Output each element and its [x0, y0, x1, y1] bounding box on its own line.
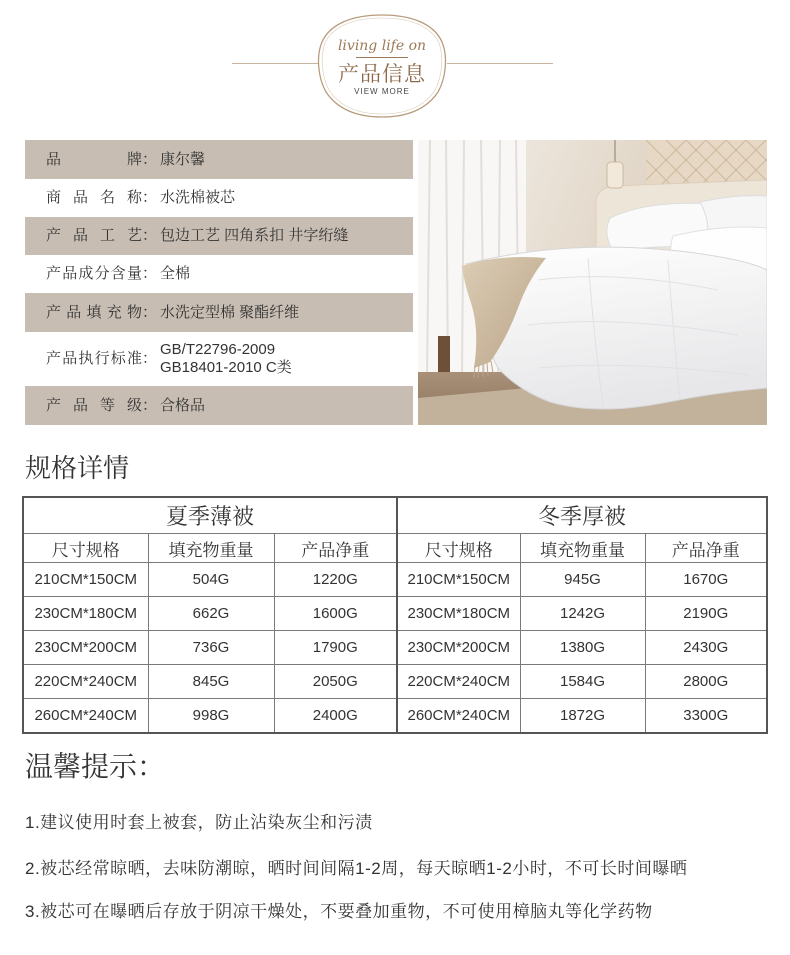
group-title-summer: 夏季薄被 [23, 497, 397, 534]
info-colon: ： [142, 227, 158, 244]
cell-size: 260CM*240CM [397, 699, 520, 734]
info-label: 产品等级 [46, 396, 142, 414]
standard-line: GB18401-2010 C类 [160, 359, 292, 376]
info-value: 水洗棉被芯 [160, 189, 236, 206]
cell-net-weight: 3300G [645, 699, 767, 734]
cell-fill-weight: 945G [520, 563, 645, 597]
info-value: 康尔馨 [160, 150, 206, 168]
table-row [23, 631, 767, 665]
badge-underline [356, 57, 408, 58]
info-label: 产品执行标准 [46, 350, 142, 367]
info-colon: ： [142, 303, 158, 321]
cell-size: 210CM*150CM [23, 563, 148, 597]
product-photo [418, 140, 767, 425]
cell-net-weight: 2050G [274, 665, 397, 699]
col-header-net-weight: 产品净重 [274, 534, 397, 563]
info-row-standard [25, 332, 413, 386]
spec-table [22, 496, 768, 734]
cell-size: 230CM*180CM [23, 597, 148, 631]
cell-fill-weight: 504G [148, 563, 274, 597]
tip-item: 3.被芯可在曝晒后存放于阴凉干燥处，不要叠加重物，不可使用樟脑丸等化学药物 [25, 902, 653, 921]
info-row-filling [25, 293, 413, 332]
cell-fill-weight: 662G [148, 597, 274, 631]
info-colon: ： [142, 189, 158, 206]
cell-net-weight: 2800G [645, 665, 767, 699]
cell-fill-weight: 1872G [520, 699, 645, 734]
tip-item: 2.被芯经常晾晒，去味防潮晾，晒时间间隔1-2周，每天晾晒1-2小时，不可长时间曝晒 [25, 859, 688, 878]
table-row [23, 665, 767, 699]
info-value: 合格品 [160, 396, 206, 414]
header-badge [316, 12, 448, 120]
info-value: 全棉 [160, 265, 191, 282]
info-row-composition [25, 255, 413, 293]
cell-size: 220CM*240CM [397, 665, 520, 699]
cell-size: 230CM*200CM [23, 631, 148, 665]
cell-net-weight: 2400G [274, 699, 397, 734]
table-row [23, 563, 767, 597]
table-group-row [23, 497, 767, 534]
cell-net-weight: 1790G [274, 631, 397, 665]
cell-fill-weight: 1242G [520, 597, 645, 631]
cell-size: 230CM*200CM [397, 631, 520, 665]
cell-net-weight: 2430G [645, 631, 767, 665]
cell-size: 220CM*240CM [23, 665, 148, 699]
info-label: 商品名称 [46, 189, 142, 206]
info-colon: ： [142, 150, 158, 168]
info-label: 品牌 [46, 150, 142, 168]
cell-fill-weight: 998G [148, 699, 274, 734]
info-row-grade [25, 386, 413, 425]
info-colon: ： [142, 265, 158, 282]
cell-fill-weight: 736G [148, 631, 274, 665]
cell-net-weight: 1600G [274, 597, 397, 631]
info-colon: ： [142, 396, 158, 414]
info-value: 包边工艺 四角系扣 井字绗缝 [160, 227, 349, 244]
cell-fill-weight: 1380G [520, 631, 645, 665]
table-header-row [23, 534, 767, 563]
page-title: 产品信息 [338, 63, 426, 86]
cell-size: 210CM*150CM [397, 563, 520, 597]
header-divider-right [447, 63, 553, 64]
info-row-craft [25, 217, 413, 255]
cell-size: 230CM*180CM [397, 597, 520, 631]
standard-line: GB/T22796-2009 [160, 341, 276, 358]
col-header-fill-weight: 填充物重量 [148, 534, 274, 563]
badge-subtitle: VIEW MORE [354, 87, 410, 96]
col-header-size: 尺寸规格 [23, 534, 148, 563]
bed-leg [438, 336, 450, 372]
product-info-list [25, 140, 413, 425]
info-label: 产品填充物 [46, 303, 142, 321]
cell-net-weight: 1670G [645, 563, 767, 597]
col-header-fill-weight: 填充物重量 [520, 534, 645, 563]
tips-heading: 温馨提示： [25, 751, 166, 782]
info-row-brand [25, 140, 413, 179]
info-colon: ： [142, 350, 158, 367]
table-row [23, 699, 767, 734]
info-value [160, 341, 292, 377]
cell-size: 260CM*240CM [23, 699, 148, 734]
spec-heading: 规格详情 [25, 453, 130, 483]
cell-fill-weight: 845G [148, 665, 274, 699]
header-divider-left [232, 63, 318, 64]
info-row-product-name [25, 179, 413, 217]
col-header-size: 尺寸规格 [397, 534, 520, 563]
info-label: 产品工艺 [46, 227, 142, 244]
info-value: 水洗定型棉 聚酯纤维 [160, 303, 300, 321]
cell-fill-weight: 1584G [520, 665, 645, 699]
badge-script-text: living life on [337, 38, 427, 54]
group-title-winter: 冬季厚被 [397, 497, 767, 534]
info-label: 产品成分含量 [46, 265, 142, 282]
table-row [23, 597, 767, 631]
col-header-net-weight: 产品净重 [645, 534, 767, 563]
cell-net-weight: 2190G [645, 597, 767, 631]
cell-net-weight: 1220G [274, 563, 397, 597]
tip-item: 1.建议使用时套上被套，防止沾染灰尘和污渍 [25, 813, 373, 832]
